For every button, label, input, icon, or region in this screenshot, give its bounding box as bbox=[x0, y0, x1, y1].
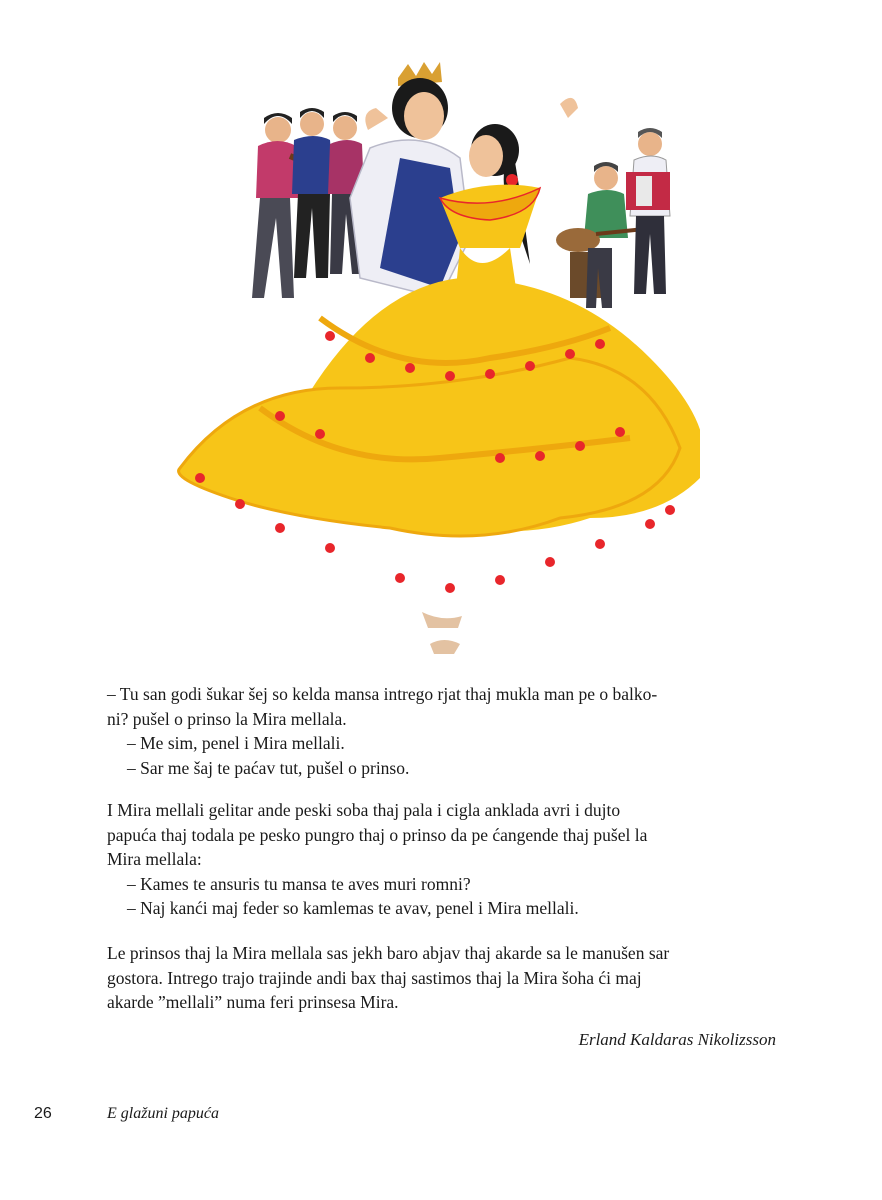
paragraph2-line1: I Mira mellali gelitar ande peski soba thaj pala i cigla anklada avri i dujto bbox=[107, 800, 621, 820]
paragraph2-line4: – Kames te ansuris tu mansa te aves muri romni? bbox=[127, 873, 471, 894]
paragraph3-line1: Le prinsos thaj la Mira mellala sas jekh baro abjav thaj akarde sa le manušen sar bbox=[107, 943, 670, 963]
running-title: E glažuni papuća bbox=[107, 1105, 219, 1122]
paragraph1-line3: – Me sim, penel i Mira mellali. bbox=[127, 733, 345, 753]
paragraph-dialogue-1 bbox=[107, 682, 787, 780]
paragraph-ending bbox=[107, 941, 787, 1015]
musician-violinist-middle bbox=[292, 108, 334, 278]
musician-accordionist bbox=[626, 128, 670, 294]
page-number: 26 bbox=[34, 1105, 52, 1122]
paragraph3-line3: akarde ”mellali” numa feri prinsesa Mira. bbox=[107, 992, 399, 1012]
paragraph1-line2: ni? pušel o prinso la Mira mellala. bbox=[107, 708, 347, 729]
author-signature: Erland Kaldaras Nikolizsson bbox=[578, 1030, 776, 1049]
paragraph2-line2: papuća thaj todala pe pesko pungro thaj o prinso da pe ćangende thaj pušel la bbox=[107, 824, 648, 845]
paragraph-dialogue-2 bbox=[107, 798, 787, 921]
paragraph1-line4: – Sar me šaj te paćav tut, pušel o prinso. bbox=[127, 757, 410, 778]
paragraph1-line1: – Tu san godi šukar šej so kelda mansa intrego rjat thaj mukla man pe o balko- bbox=[107, 684, 658, 704]
right-musicians bbox=[556, 128, 670, 308]
paragraph2-line5: – Naj kanći maj feder so kamlemas te avav, penel i Mira mellali. bbox=[127, 898, 579, 918]
dancing-couple-illustration bbox=[140, 48, 700, 658]
left-musicians bbox=[252, 108, 364, 298]
paragraph2-line3: Mira mellala: bbox=[107, 849, 202, 869]
paragraph3-line2: gostora. Intrego trajo trajinde andi bax thaj sastimos thaj la Mira šoha ći maj bbox=[107, 967, 642, 988]
